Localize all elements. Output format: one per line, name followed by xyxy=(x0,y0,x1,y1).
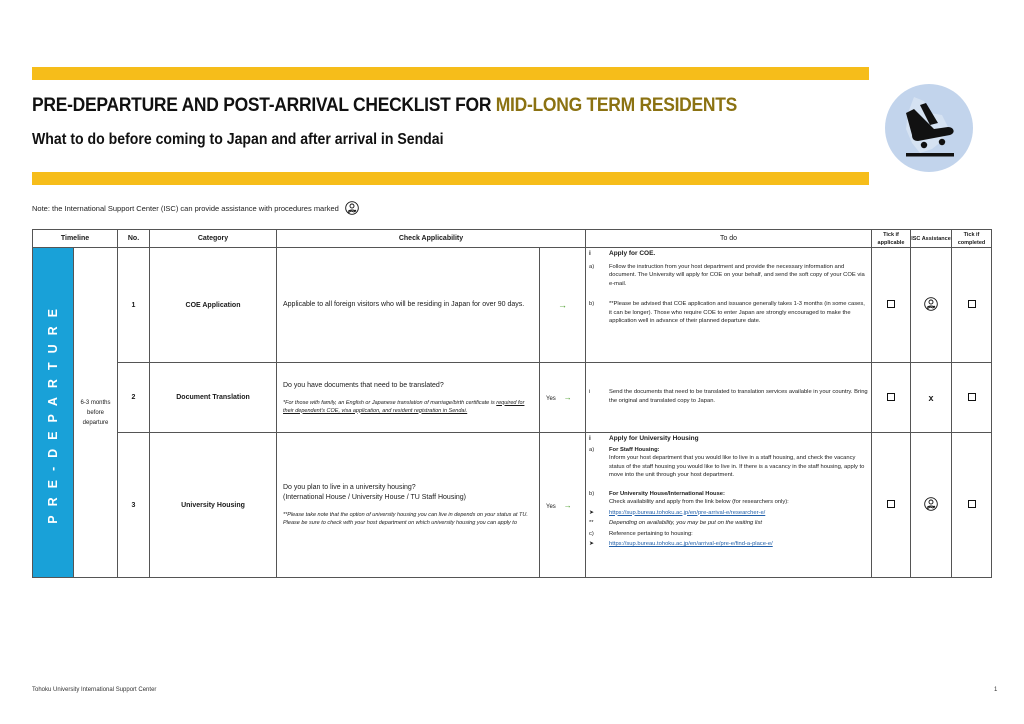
todo-mark: a) xyxy=(589,263,595,270)
check-applicability xyxy=(277,433,540,578)
todo-text: Depending on availability, you may be put on the waiting list xyxy=(609,520,762,526)
bullet-arrow-icon: ➤ xyxy=(589,509,594,516)
header-timeline: Timeline xyxy=(33,230,118,248)
page-subtitle: What to do before coming to Japan and after arrival in Sendai xyxy=(32,131,444,148)
todo-item xyxy=(589,435,868,444)
todo-text: For University House/International House: xyxy=(609,490,725,497)
table-row xyxy=(33,433,992,578)
bottom-accent-bar xyxy=(32,172,869,185)
todo-text: Reference pertaining to housing: xyxy=(609,530,693,537)
tick-completed-cell[interactable] xyxy=(952,433,992,578)
check-applicability: Applicable to all foreign visitors who will be residing in Japan for over 90 days. xyxy=(277,248,540,363)
todo-cell xyxy=(586,248,872,363)
check-subnote-b: required for their dependent's COE, visa application, and resident registration in Sendai. xyxy=(283,399,525,414)
isc-assistance-icon xyxy=(345,201,359,215)
todo-item xyxy=(589,250,868,259)
airplane-landing-icon xyxy=(884,83,974,173)
header-isc-assistance: ISC Assistance xyxy=(911,230,952,248)
todo-mark xyxy=(589,498,609,507)
answer-cell xyxy=(540,433,586,578)
table-header-row xyxy=(33,230,992,248)
title-main: PRE-DEPARTURE AND POST-ARRIVAL CHECKLIST FOR xyxy=(32,95,496,116)
check-subnote xyxy=(283,399,533,415)
timeline-cell: 6-3 months before departure xyxy=(74,248,118,578)
isc-note xyxy=(32,201,359,215)
row-category: University Housing xyxy=(150,433,277,578)
isc-assistance-icon xyxy=(924,297,938,311)
todo-text: Apply for University Housing xyxy=(609,435,699,442)
todo-text: For Staff Housing: xyxy=(609,446,660,453)
header-tick-completed: Tick if completed xyxy=(952,230,992,248)
todo-item xyxy=(589,498,868,507)
todo-item xyxy=(589,519,868,528)
todo-mark: i xyxy=(589,250,591,257)
checkbox-icon[interactable] xyxy=(968,393,976,401)
todo-cell xyxy=(586,363,872,433)
check-text: (International House / University House / TU Staff Housing) xyxy=(283,494,466,501)
row-category: Document Translation xyxy=(150,363,277,433)
header-check-applicability: Check Applicability xyxy=(277,230,586,248)
todo-item[interactable] xyxy=(589,540,868,549)
todo-text: **Please be advised that COE application and issuance generally takes 1-3 months (in some cases, it can be longer). Those who require COE to enter Japan are strongly encouraged to make the application well in advance of their planned departure date. xyxy=(609,301,865,324)
arrow-icon: → xyxy=(563,393,572,402)
isc-assistance-cell xyxy=(911,433,952,578)
page-title xyxy=(32,95,737,117)
answer-text: Yes xyxy=(546,396,556,402)
todo-item xyxy=(589,388,868,405)
tick-completed-cell[interactable] xyxy=(952,248,992,363)
answer-cell xyxy=(540,363,586,433)
todo-item xyxy=(589,263,868,289)
header-tick-applicable: Tick if applicable xyxy=(872,230,911,248)
tick-completed-cell[interactable] xyxy=(952,363,992,433)
checkbox-icon[interactable] xyxy=(968,500,976,508)
todo-item[interactable] xyxy=(589,509,868,518)
checkbox-icon[interactable] xyxy=(887,393,895,401)
todo-item xyxy=(589,454,868,480)
tick-applicable-cell[interactable] xyxy=(872,363,911,433)
researcher-housing-link[interactable]: https://sup.bureau.tohoku.ac.jp/en/pre-arrival-e/researcher-e/ xyxy=(609,509,766,516)
checkbox-icon[interactable] xyxy=(887,300,895,308)
check-subnote: **Please take note that the option of university housing you can live in depends on your status at TU. Please be sure to check with your host department on which university housing you can apply to xyxy=(283,512,528,526)
todo-item xyxy=(589,300,868,326)
arrow-icon: → xyxy=(563,500,572,510)
header-category: Category xyxy=(150,230,277,248)
todo-mark: c) xyxy=(589,530,594,537)
find-a-place-link[interactable]: https://sup.bureau.tohoku.ac.jp/en/arrival-e/pre-e/find-a-place-e/ xyxy=(609,541,773,547)
note-text: Note: the International Support Center (ISC) can provide assistance with procedures marked xyxy=(32,203,339,213)
todo-mark: b) xyxy=(589,301,595,307)
section-pre-departure xyxy=(33,248,74,578)
todo-text: Inform your host department that you would like to live in a staff housing, and check the vacancy status of the staff housing you would like to live in. If there is a vacancy in the staff housing, apply to move into the unit through your host department. xyxy=(609,455,865,478)
table-row xyxy=(33,248,992,363)
isc-not-available: x xyxy=(911,363,952,433)
check-text: Do you have documents that need to be translated? xyxy=(283,381,444,389)
checkbox-icon[interactable] xyxy=(887,500,895,508)
footer-organization: Tohoku University International Support Center xyxy=(32,687,157,693)
row-number: 1 xyxy=(118,248,150,363)
todo-text: Apply for COE. xyxy=(609,250,656,257)
todo-mark: i xyxy=(589,389,591,395)
header-no: No. xyxy=(118,230,150,248)
arrow-icon: → xyxy=(540,248,586,363)
todo-text: Follow the instruction from your host department and provide the necessary information and document. The University will apply for COE on your behalf, and send the soft copy of your COE via e-mail. xyxy=(609,263,865,287)
isc-assistance-cell xyxy=(911,248,952,363)
todo-mark: a) xyxy=(589,446,595,453)
table-row xyxy=(33,363,992,433)
check-text: Do you plan to live in a university housing? xyxy=(283,484,416,491)
checklist-table xyxy=(32,229,992,578)
checkbox-icon[interactable] xyxy=(968,300,976,308)
todo-mark: i xyxy=(589,435,591,442)
todo-item xyxy=(589,490,868,499)
tick-applicable-cell[interactable] xyxy=(872,433,911,578)
top-accent-bar xyxy=(32,67,869,80)
title-accent: MID-LONG TERM RESIDENTS xyxy=(495,95,738,116)
row-category: COE Application xyxy=(150,248,277,363)
row-number: 2 xyxy=(118,363,150,433)
todo-text: Check availability and apply from the link below (for researchers only): xyxy=(609,499,789,505)
todo-mark xyxy=(589,454,609,480)
row-number: 3 xyxy=(118,433,150,578)
todo-item xyxy=(589,530,868,539)
bullet-arrow-icon: ➤ xyxy=(589,541,594,547)
todo-item xyxy=(589,446,868,455)
todo-text: Send the documents that need to be translated to translation services available in your country. Bring the original and translated copy to Japan. xyxy=(609,389,868,404)
section-label: PRE-DEPARTURE xyxy=(46,299,60,524)
isc-assistance-icon xyxy=(924,497,938,511)
tick-applicable-cell[interactable] xyxy=(872,248,911,363)
check-applicability xyxy=(277,363,540,433)
answer-text: Yes xyxy=(546,503,556,510)
check-subnote-a: *For those with family, an English or Japanese translation of marriage/birth certificate is xyxy=(283,399,497,406)
header-todo: To do xyxy=(586,230,872,248)
todo-mark: ** xyxy=(589,520,594,526)
page-number: 1 xyxy=(994,687,998,693)
todo-mark: b) xyxy=(589,490,595,497)
todo-cell xyxy=(586,433,872,578)
